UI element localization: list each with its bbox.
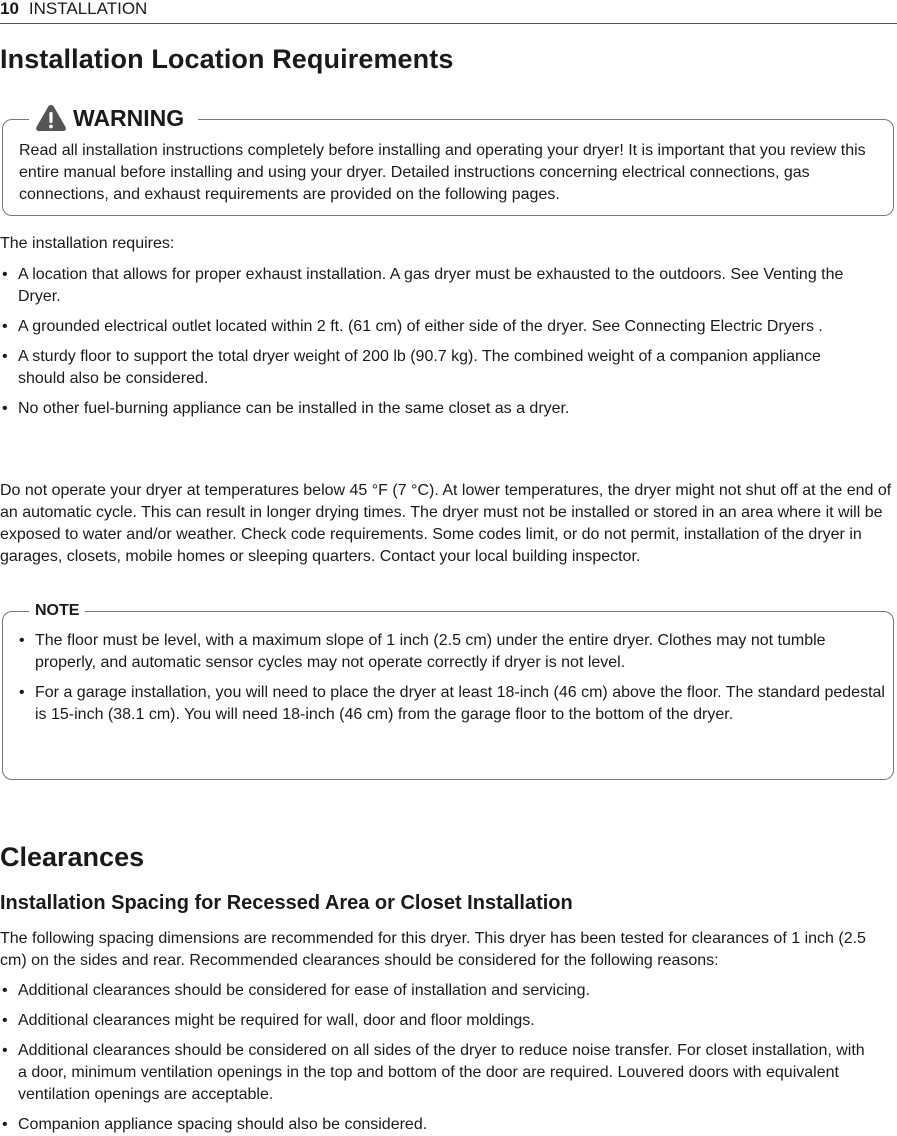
- warning-label: WARNING: [73, 105, 185, 131]
- list-item: • Additional clearances should be considered on all sides of the dryer to reduce noise transfer. For closet installation, with a door, minimum ventilation openings in the top and bottom of the door are required. Louvered doors with equivalent ventilation openings are acceptable.: [0, 1040, 870, 1106]
- warning-header: [29, 104, 198, 132]
- note-label: NOTE: [29, 601, 85, 621]
- list-item: • Additional clearances might be required for wall, door and floor moldings.: [0, 1010, 870, 1032]
- requirements-intro: The installation requires:: [0, 235, 175, 252]
- page-number: 10: [0, 0, 19, 18]
- warning-text: Read all installation instructions completely before installing and operating your dryer! It is important that you review this entire manual before installing and using your dryer. Detailed instructions concerning electrical connections, gas connections, and exhaust requirements are provided on the following pages.: [19, 142, 866, 203]
- page-title: Installation Location Requirements: [0, 44, 454, 74]
- temperature-paragraph: Do not operate your dryer at temperatures below 45 °F (7 °C). At lower temperatures, the dryer might not shut off at the end of an automatic cycle. This can result in longer drying times. The dryer must not be installed or stored in an area where it will be exposed to water and/or weather. Check code requirements. Some codes limit, or do not permit, installation of the dryer in garages, closets, mobile homes or sleeping quarters. Contact your local building inspector.: [0, 482, 892, 565]
- list-item: • For a garage installation, you will need to place the dryer at least 18-inch (46 cm) above the floor. The standard pedestal is 15-inch (38.1 cm). You will need 18-inch (46 cm) from the garage floor to the bottom of the dryer.: [17, 682, 887, 726]
- list-item: • A sturdy floor to support the total dryer weight of 200 lb (90.7 kg). The combined weight of a companion appliance should also be considered.: [0, 346, 870, 390]
- note-list: [17, 630, 887, 726]
- warning-box: [2, 105, 894, 216]
- list-item: • Additional clearances should be considered for ease of installation and servicing.: [0, 980, 870, 1002]
- clearances-subheading: Installation Spacing for Recessed Area or Closet Installation: [0, 892, 573, 914]
- warning-triangle-icon: [35, 104, 67, 132]
- clearances-heading: Clearances: [0, 842, 145, 872]
- list-item: • The floor must be level, with a maximum slope of 1 inch (2.5 cm) under the entire dryer. Clothes may not tumble properly, and automatic sensor cycles may not operate correctly if dryer is not level.: [17, 630, 887, 674]
- page-header: [0, 0, 897, 24]
- clearances-list: [0, 980, 870, 1136]
- requirements-list: [0, 264, 870, 420]
- list-item: • Companion appliance spacing should also be considered.: [0, 1114, 870, 1136]
- clearances-intro: The following spacing dimensions are recommended for this dryer. This dryer has been tested for clearances of 1 inch (2.5 cm) on the sides and rear. Recommended clearances should be considered for the following reasons:: [0, 930, 866, 969]
- list-item: • No other fuel-burning appliance can be installed in the same closet as a dryer.: [0, 398, 870, 420]
- note-box: [2, 602, 894, 780]
- section-title: INSTALLATION: [28, 0, 148, 18]
- list-item: • A grounded electrical outlet located within 2 ft. (61 cm) of either side of the dryer. See Connecting Electric Dryers .: [0, 316, 870, 338]
- list-item: • A location that allows for proper exhaust installation. A gas dryer must be exhausted to the outdoors. See Venting the Dryer.: [0, 264, 870, 308]
